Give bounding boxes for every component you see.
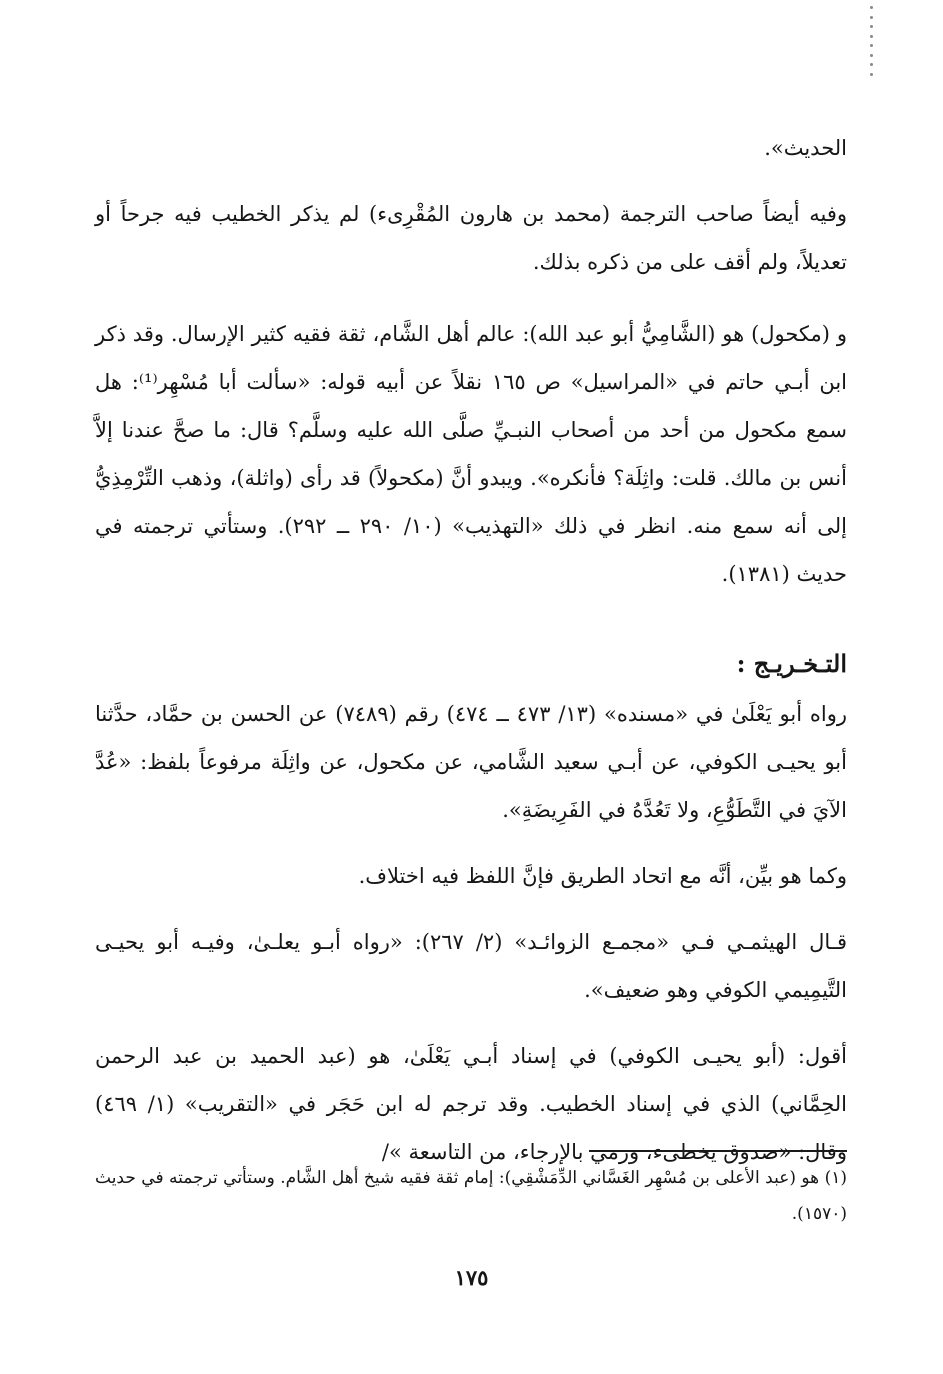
- paragraph-hadith-end: الحديث».: [764, 136, 847, 160]
- page-number: ١٧٥: [454, 1265, 489, 1290]
- paragraph-narrator-note: وفيه أيضاً صاحب الترجمة (محمد بن هارون المُقْرِىء) لم يذكر الخطيب فيه جرحاً أو تعديلاً، ولم أقف على من ذكره بذلك.: [95, 202, 847, 274]
- main-text: [95, 124, 847, 1176]
- paragraph-wording-difference: وكما هو بيِّن، أنَّه مع اتحاد الطريق فإنَّ اللفظ فيه اختلاف.: [358, 864, 847, 888]
- footnote-1: (١) هو (عبد الأعلى بن مُسْهِر الغَسَّاني الدِّمَشْقِي): إمام ثقة فقيه شيخ أهل الشَّام. وستأتي ترجمته في حديث (١٥٧٠).: [95, 1168, 847, 1224]
- paragraph-takhrij-abu-yala: رواه أبو يَعْلَىٰ في «مسنده» (١٣/ ٤٧٣ ــ ٤٧٤) رقم (٧٤٨٩) عن الحسن بن حمَّاد، حدَّثنا أبو يحيـى الكوفي، عن أبـي سعيد الشَّامي، عن مكحول، عن واثِلَة مرفوعاً بلفظ: «عُدَّ الآيَ في التَّطَوُّعِ، ولا تَعُدَّهُ في الفَرِيضَةِ».: [95, 702, 847, 822]
- footnote-separator: [589, 1150, 847, 1152]
- paragraph-makhul-biography: و (مكحول) هو (الشَّامِيُّ أبو عبد الله): عالم أهل الشَّام، ثقة فقيه كثير الإرسال. وقد ذكر ابن أبـي حاتم في «المراسيل» ص ١٦٥ نقلاً عن أبيه قوله: «سألت أبا مُسْهِر⁽¹⁾: هل سمع مكحول من أحد من أصحاب النبـيِّ صلَّى الله عليه وسلَّم؟ قال: ما صحَّ عندنا إلاَّ أنس بن مالك. قلت: واثِلَة؟ فأنكره». ويبدو أنَّ (مكحولاً) قد رأى (واثلة)، وذهب التِّرْمِذِيُّ إلى أنه سمع منه. انظر في ذلك «التهذيب» (١٠/ ٢٩٠ ــ ٢٩٢). وستأتي ترجمته في حديث (١٣٨١).: [95, 322, 848, 586]
- paragraph-author-comment: أقول: (أبو يحيـى الكوفي) في إسناد أبـي يَعْلَىٰ، هو (عبد الحميد بن عبد الرحمن الحِمَّاني) الذي في إسناد الخطيب. وقد ترجم له ابن حَجَر في «التقريب» (١/ ٤٦٩) وقال: «صدوق يخطىء، ورمي بالإرجاء، من التاسعة »/: [95, 1044, 847, 1164]
- footnotes: [95, 1160, 847, 1232]
- paragraph-haythami-quote: قـال الهيثمـي فـي «مجمـع الزوائـد» (٢/ ٢٦٧): «رواه أبـو يعلـىٰ، وفيـه أبو يحيـى التَّيمِيمي الكوفي وهو ضعيف».: [95, 930, 847, 1002]
- margin-dot-guide: [869, 6, 873, 76]
- section-heading-takhrij: التـخـريـج :: [736, 649, 847, 678]
